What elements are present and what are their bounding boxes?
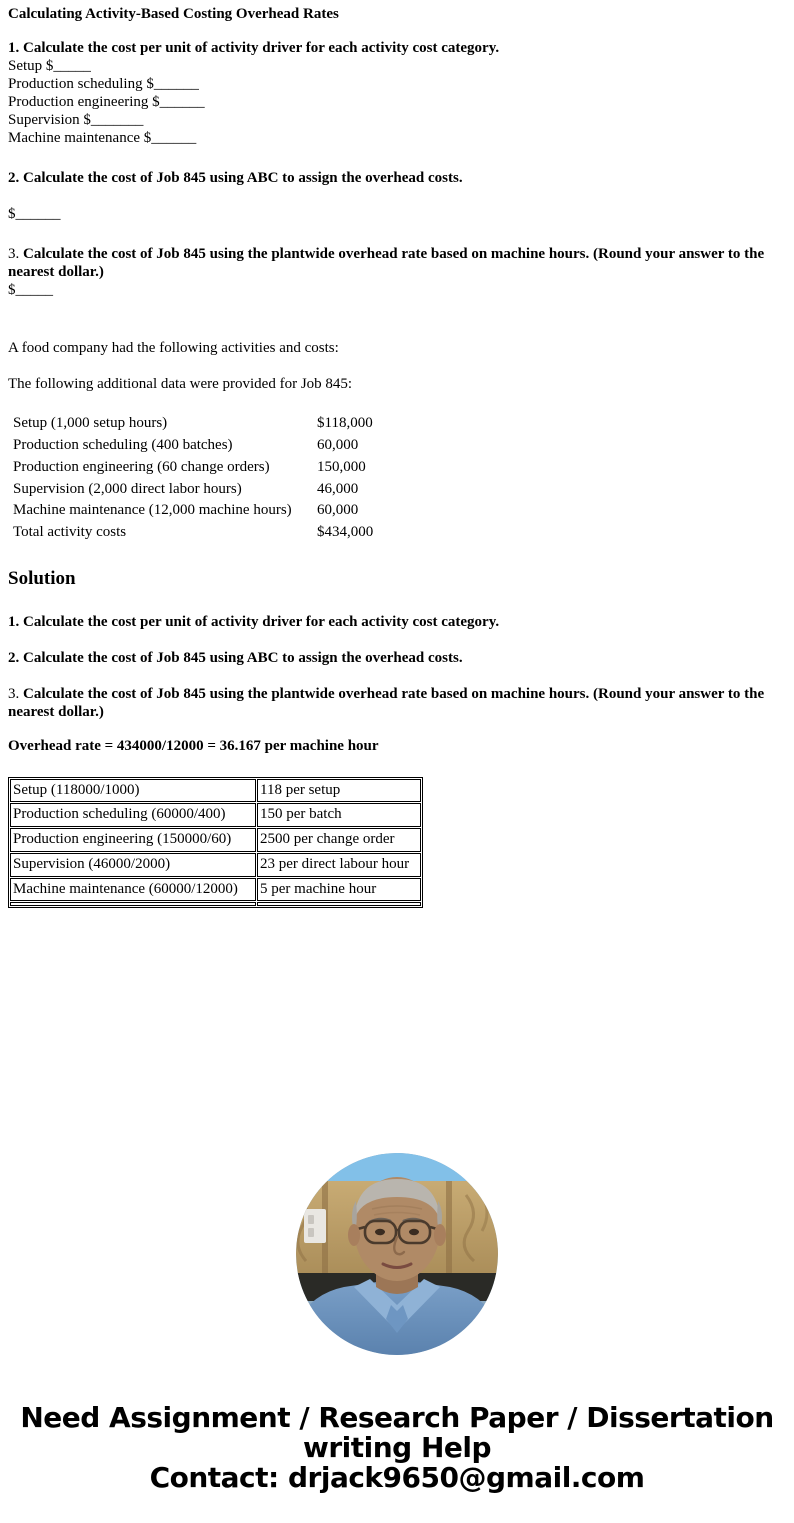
promo-line-1: Need Assignment / Research Paper / Dissertation [20,1401,774,1434]
intro-line-2: The following additional data were provided for Job 845: [8,376,353,393]
q1-blank-label-supervision: Supervision $ [8,112,91,129]
spacer [8,187,786,205]
promo-line-3: Contact: drjack9650@gmail.com [149,1461,645,1495]
rate-value: 2500 per change order [257,828,421,852]
rate-value: 23 per direct labour hour [257,853,421,877]
spacer [8,147,786,169]
spacer [8,591,786,613]
activity-label: Production scheduling (400 batches) [13,437,233,453]
question-2-heading: 2. Calculate the cost of Job 845 using ABC to assign the overhead costs. [8,170,463,187]
rate-calculation: Production scheduling (60000/400) [10,803,256,827]
rate-calculation: Production engineering (150000/60) [10,828,256,852]
table-row [10,828,421,852]
q1-blank-underscore-production-engineering[interactable]: ______ [159,94,205,111]
rate-calculation: Machine maintenance (60000/12000) [10,878,256,902]
promo-line-2: writing Help [302,1431,492,1465]
rate-spacer-cell [10,902,256,906]
table-row [8,522,373,544]
activity-label: Production engineering (60 change orders) [13,458,270,475]
question-1-heading: 1. Calculate the cost per unit of activity driver for each activity cost category. [8,40,500,57]
solution-step-3-text: Calculate the cost of Job 845 using the plantwide overhead rate based on machine hours. (Round your answer to the nearest dollar.) [8,685,765,720]
question-3-answer-blank[interactable]: $_____ [8,282,53,299]
rate-calculation: Setup (118000/1000) [10,779,256,803]
spacer [8,631,786,649]
spacer [8,667,786,685]
activity-label: Total activity costs [13,524,127,540]
rate-spacer-cell [257,902,421,906]
intro-line-1: A food company had the following activities and costs: [8,340,339,357]
table-row [10,779,421,803]
activity-amount: $434,000 [317,524,374,540]
solution-step-3-heading [8,685,786,721]
q1-blank-underscore-supervision[interactable]: _______ [90,112,144,129]
solution-step-1-heading: 1. Calculate the cost per unit of activity driver for each activity cost category. [8,613,500,630]
spacer [8,393,786,413]
table-row [8,500,373,522]
table-row [10,853,421,877]
q1-blank-row-supervision [8,111,786,129]
table-row [10,878,421,902]
q1-blank-label-setup: Setup $ [8,58,54,75]
q1-blank-row-production-scheduling [8,75,786,93]
rate-value: 118 per setup [257,779,421,803]
question-2-answer-blank[interactable]: $______ [8,206,61,223]
promo-block [0,1145,794,1494]
table-row [8,413,373,435]
rate-calculation: Supervision (46000/2000) [10,853,256,877]
q1-blank-underscore-machine-maintenance[interactable]: ______ [151,130,197,147]
portrait-photo-icon [296,1153,498,1355]
question-3-text: Calculate the cost of Job 845 using the plantwide overhead rate based on machine hours. (Round your answer to the nearest dollar.) [8,246,765,281]
q1-blank-row-production-engineering [8,93,786,111]
activity-amount: 60,000 [317,502,359,519]
spacer [8,223,786,245]
q1-blank-label-production-scheduling: Production scheduling $ [8,76,154,93]
overhead-rate-line: Overhead rate = 434000/12000 = 36.167 per machine hour [8,737,379,754]
q1-blank-row-machine-maintenance [8,129,786,147]
spacer [8,544,786,568]
rate-value: 5 per machine hour [257,878,421,902]
q1-blank-label-production-engineering: Production engineering $ [8,94,160,111]
activity-amount: 150,000 [317,458,366,475]
spacer [8,721,786,737]
solution-heading: Solution [8,567,76,589]
spacer [8,357,786,375]
avatar [296,1153,498,1355]
solution-step-2-heading: 2. Calculate the cost of Job 845 using ABC to assign the overhead costs. [8,649,463,666]
table-row [10,803,421,827]
question-3-heading [8,245,786,281]
table-row [8,457,373,479]
q1-blank-row-setup [8,57,786,75]
activity-amount: $118,000 [317,415,373,432]
table-row [8,479,373,501]
activity-amount: 46,000 [317,480,359,497]
spacer [8,755,786,777]
q1-blank-label-machine-maintenance: Machine maintenance $ [8,130,152,147]
activity-label: Machine maintenance (12,000 machine hours) [13,502,292,519]
spacer [8,299,786,339]
q1-blank-underscore-setup[interactable]: _____ [53,58,91,75]
question-3-number: 3. [8,246,23,263]
q1-blank-underscore-production-scheduling[interactable]: ______ [153,76,199,93]
solution-step-3-number: 3. [8,685,23,702]
promo-text [0,1403,794,1494]
activity-costs-table [8,413,373,544]
activity-label: Setup (1,000 setup hours) [13,415,168,432]
activity-rates-table [8,777,423,909]
activity-label: Supervision (2,000 direct labor hours) [13,480,242,497]
table-row-spacer [10,902,421,906]
rate-value: 150 per batch [257,803,421,827]
page-title: Calculating Activity-Based Costing Overhead Rates [8,6,339,22]
table-row [8,435,373,457]
activity-amount: 60,000 [317,437,359,453]
